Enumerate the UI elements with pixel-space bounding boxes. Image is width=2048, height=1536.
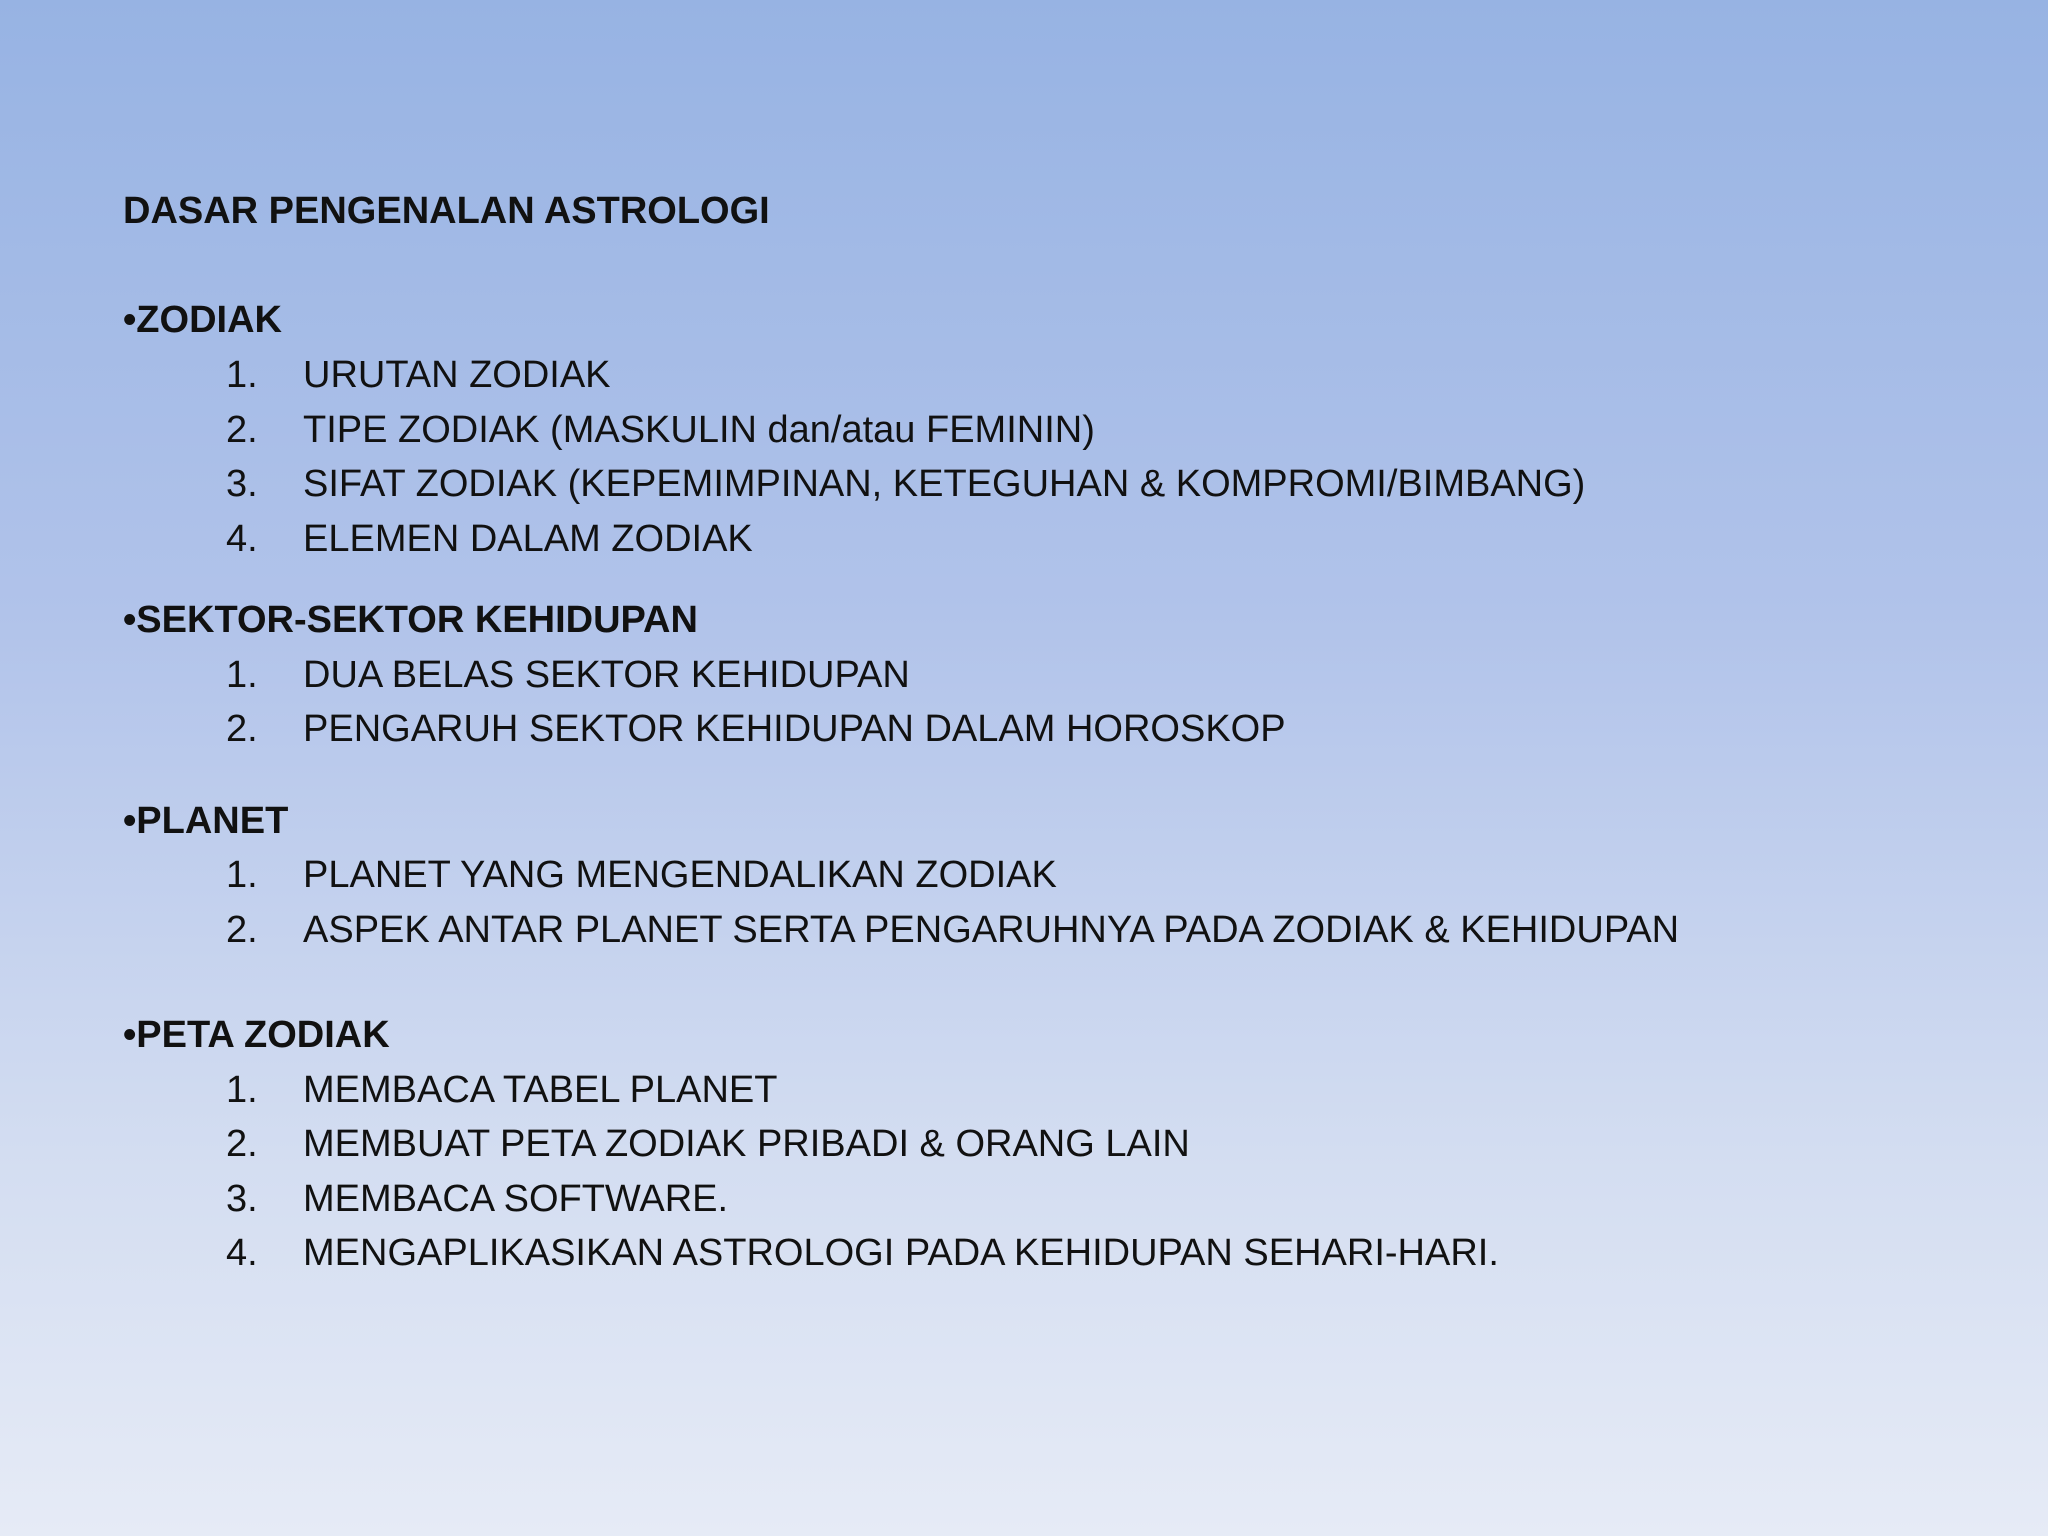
list-item [226, 656, 910, 694]
list-item-text: ASPEK ANTAR PLANET SERTA PENGARUHNYA PADA ZODIAK & KEHIDUPAN [303, 909, 1680, 951]
list-item [226, 710, 1286, 748]
list-item-number: 2. [226, 708, 258, 750]
list-item-number: 1. [226, 354, 258, 396]
list-item-text: MEMBACA SOFTWARE. [303, 1178, 729, 1220]
list-item [226, 356, 611, 394]
list-item [226, 856, 1057, 894]
list-item [226, 1071, 777, 1109]
section-heading-zodiak: •ZODIAK [123, 299, 282, 341]
list-item [226, 411, 1095, 449]
list-item [226, 520, 753, 558]
section-heading-peta-zodiak: •PETA ZODIAK [123, 1014, 390, 1056]
list-item-text: PLANET YANG MENGENDALIKAN ZODIAK [303, 854, 1057, 896]
list-item [226, 1180, 728, 1218]
list-item-text: TIPE ZODIAK (MASKULIN dan/atau FEMININ) [303, 409, 1095, 451]
list-item-number: 2. [226, 909, 258, 951]
section-heading-sektor: •SEKTOR-SEKTOR KEHIDUPAN [123, 599, 698, 641]
list-item [226, 911, 1679, 949]
list-item [226, 465, 1585, 503]
list-item-text: MENGAPLIKASIKAN ASTROLOGI PADA KEHIDUPAN SEHARI-HARI. [303, 1232, 1499, 1274]
list-item-number: 2. [226, 1123, 258, 1165]
list-item-number: 3. [226, 1178, 258, 1220]
list-item-number: 3. [226, 463, 258, 505]
list-item-number: 4. [226, 1232, 258, 1274]
list-item-text: MEMBACA TABEL PLANET [303, 1069, 778, 1111]
list-item-text: MEMBUAT PETA ZODIAK PRIBADI & ORANG LAIN [303, 1123, 1190, 1165]
list-item-number: 1. [226, 1069, 258, 1111]
list-item-text: DUA BELAS SEKTOR KEHIDUPAN [303, 654, 910, 696]
list-item [226, 1125, 1190, 1163]
list-item-number: 4. [226, 518, 258, 560]
section-heading-planet: •PLANET [123, 800, 289, 842]
list-item-text: SIFAT ZODIAK (KEPEMIMPINAN, KETEGUHAN & KOMPROMI/BIMBANG) [303, 463, 1586, 505]
list-item-number: 2. [226, 409, 258, 451]
list-item-number: 1. [226, 854, 258, 896]
list-item [226, 1234, 1499, 1272]
list-item-text: URUTAN ZODIAK [303, 354, 611, 396]
list-item-number: 1. [226, 654, 258, 696]
list-item-text: PENGARUH SEKTOR KEHIDUPAN DALAM HOROSKOP [303, 708, 1286, 750]
list-item-text: ELEMEN DALAM ZODIAK [303, 518, 753, 560]
slide-title: DASAR PENGENALAN ASTROLOGI [123, 190, 770, 232]
